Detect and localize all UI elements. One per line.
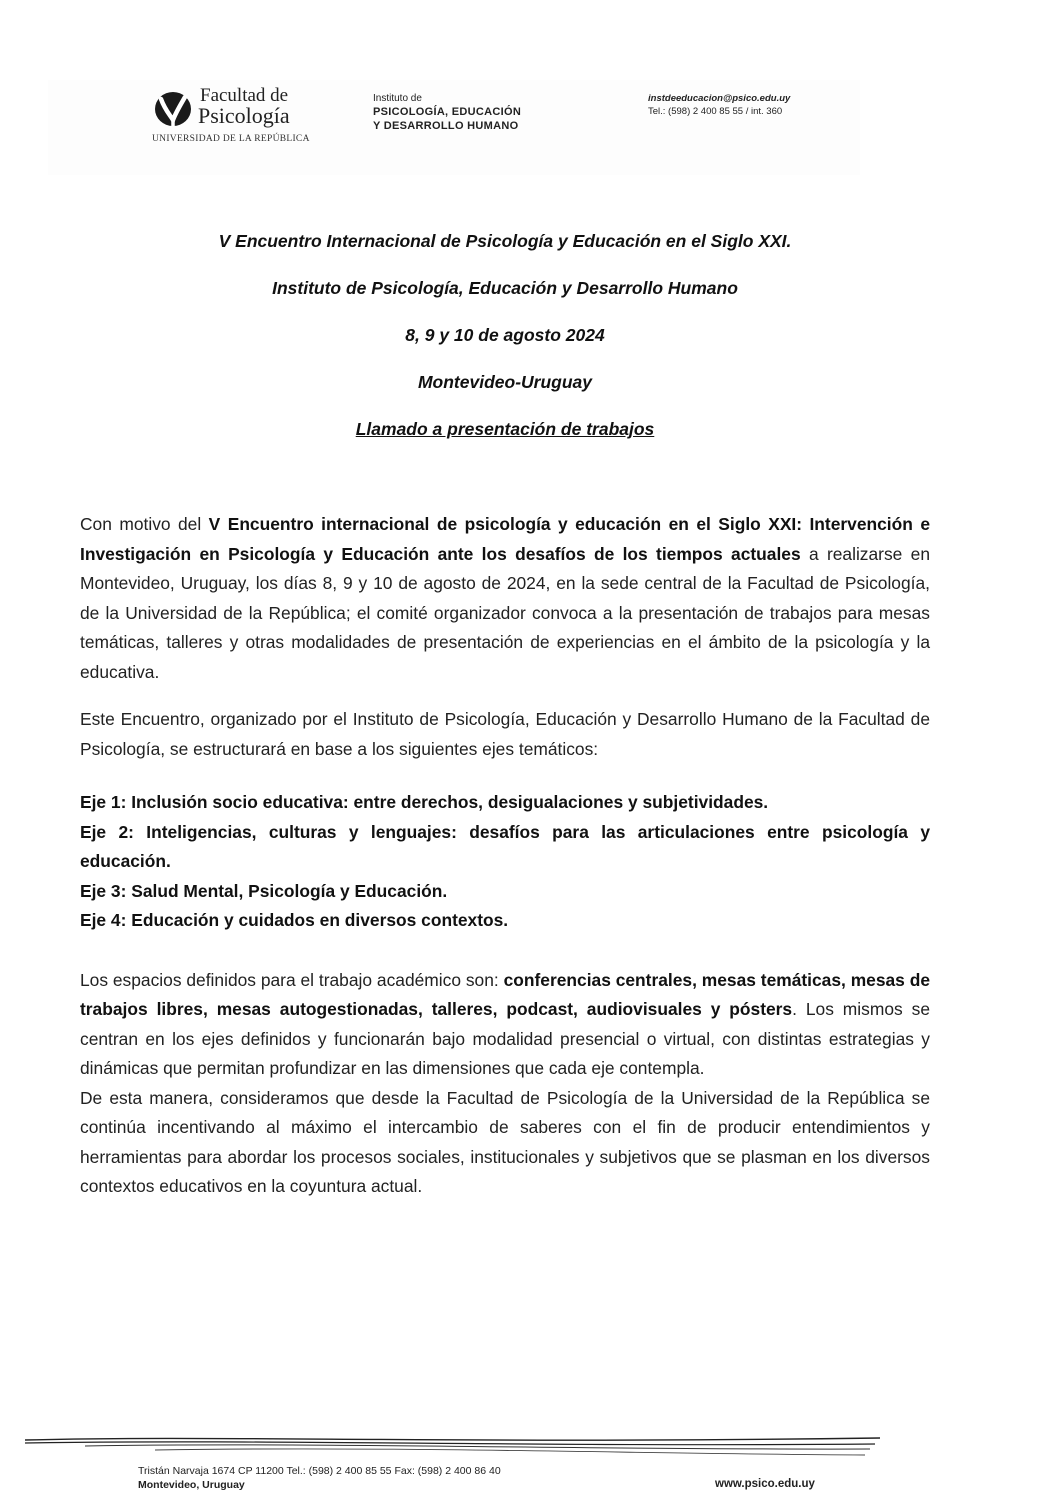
logo-text-facultad: Facultad de (200, 85, 289, 106)
institute-name (373, 92, 521, 133)
footer-city: Montevideo, Uruguay (138, 1479, 245, 1491)
institute-line-2: Y DESARROLLO HUMANO (373, 120, 519, 132)
footer-address (138, 1464, 501, 1492)
document-titles (0, 230, 1010, 465)
spaces-paragraph (80, 966, 930, 1084)
header-contact (648, 92, 790, 118)
document-body (80, 510, 930, 1202)
event-title: V Encuentro Internacional de Psicología y Educación en el Siglo XXI. (218, 231, 792, 251)
institute-line-1: PSICOLOGÍA, EDUCACIÓN (373, 106, 522, 118)
spaces-rest: . Los mismos se centran en los ejes definidos y funcionarán bajo modalidad presencial o virtual, con distintas estrategias y dinámicas que permitan profundizar en las dimensiones que cada eje contempla. (80, 999, 930, 1078)
axis-item: Eje 3: Salud Mental, Psicología y Educación. (80, 880, 448, 901)
institute-prefix: Instituto de (373, 93, 422, 104)
event-place: Montevideo-Uruguay (417, 372, 593, 392)
psicologia-logo-icon (152, 90, 194, 128)
contact-phone: Tel.: (598) 2 400 85 55 / int. 360 (648, 106, 783, 117)
institute-title: Instituto de Psicología, Educación y Desarrollo Humano (272, 278, 738, 298)
logo-university: UNIVERSIDAD DE LA REPÚBLICA (152, 134, 310, 144)
closing-paragraph: De esta manera, consideramos que desde la Facultad de Psicología de la Universidad de la República se continúa incentivando al máximo el intercambio de saberes con el fin de producir entendimientos y herramientas para abordar los procesos sociales, institucionales y subjetivos que se plasman en los diversos contextos educativos en la coyuntura actual. (80, 1087, 930, 1196)
faculty-logo (152, 86, 322, 150)
axis-item: Eje 4: Educación y cuidados en diversos contextos. (80, 910, 509, 930)
footer-website[interactable]: www.psico.edu.uy (715, 1478, 815, 1490)
call-heading: Llamado a presentación de trabajos (355, 419, 655, 439)
event-dates: 8, 9 y 10 de agosto 2024 (405, 325, 605, 345)
spaces-list: conferencias centrales, mesas temáticas, mesas de trabajos libres, mesas autogestionadas, talleres, podcast, audiovisuales y pósters (80, 969, 930, 1019)
intro-paragraph (80, 510, 930, 687)
axis-item: Eje 2: Inteligencias, culturas y lenguajes: desafíos para las articulaciones entre psicología y educación. (80, 821, 930, 871)
structure-paragraph: Este Encuentro, organizado por el Instituto de Psicología, Educación y Desarrollo Humano de la Facultad de Psicología, se estructurará en base a los siguientes ejes temáticos: (80, 709, 930, 759)
axis-item: Eje 1: Inclusión socio educativa: entre derechos, desigualaciones y subjetividades. (80, 792, 769, 812)
intro-rest: a realizarse en Montevideo, Uruguay, los días 8, 9 y 10 de agosto de 2024, en la sede central de la Facultad de Psicología, de la Universidad de la República; el comité organizador convoca a la presentación de trabajos para mesas temáticas, talleres y otras modalidades de presentación de experiencias en el ámbito de la psicología y la educativa. (80, 543, 930, 682)
intro-event-name: V Encuentro internacional de psicología y educación en el Siglo XXI: Intervención e Investigación en Psicología y Educación ante los desafíos de los tiempos actuales (80, 514, 930, 564)
logo-text-psicologia: Psicología (198, 103, 290, 128)
spaces-start: Los espacios definidos para el trabajo académico son: (80, 969, 504, 990)
footer-address-line: Tristán Narvaja 1674 CP 11200 Tel.: (598) 2 400 85 55 Fax: (598) 2 400 86 40 (138, 1465, 501, 1477)
thematic-axes (80, 788, 930, 936)
contact-email: instdeeducacion@psico.edu.uy (648, 93, 791, 104)
intro-start: Con motivo del (80, 514, 209, 534)
